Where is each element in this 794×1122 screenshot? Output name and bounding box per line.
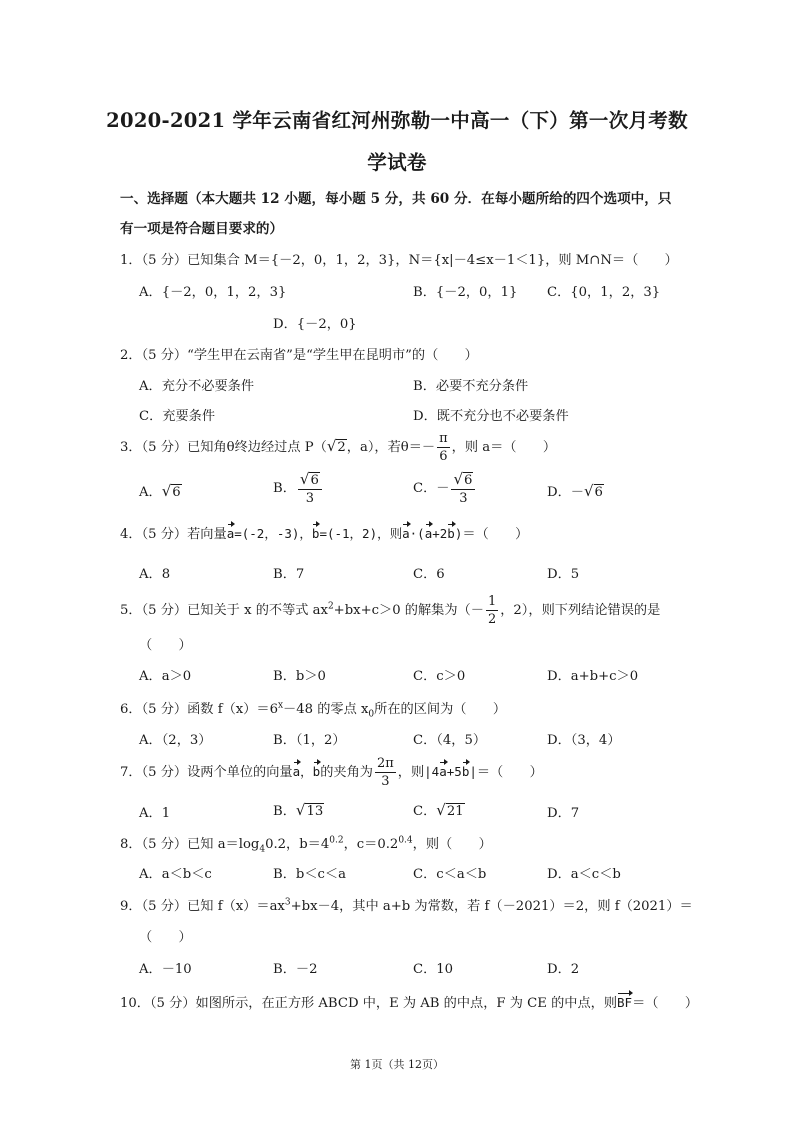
question-6-stem-b: －48 的零点 x <box>283 702 369 717</box>
question-9-stem <box>120 895 693 914</box>
question-6-option-a: A．（2，3） <box>139 733 212 748</box>
question-10-stem-b: ＝（ ） <box>632 996 699 1011</box>
question-5-option-c: C．c＞0 <box>413 669 466 684</box>
subscript-0: 0 <box>368 709 375 720</box>
subscript-4: 4 <box>259 844 266 855</box>
vector-a: a <box>402 526 410 541</box>
plus-2: +2 <box>432 526 448 541</box>
comma: ， <box>300 764 313 779</box>
question-2-option-d: D．既不充分也不必要条件 <box>413 409 569 424</box>
question-3-stem-a: 3．（5 分）已知角θ终边经过点 P（ <box>120 440 327 455</box>
exam-title-line2: 学试卷 <box>367 151 427 174</box>
question-5-stem-c: ，2），则下列结论错误的是 <box>500 603 661 618</box>
vector-b-value: =(-1，2)，则 <box>319 526 403 541</box>
denominator-2: 2 <box>487 612 497 627</box>
question-6-option-d: D．（3，4） <box>547 733 621 748</box>
option-a-label: A． <box>139 485 162 500</box>
exam-title-line1: 2020-2021 学年云南省红河州弥勒一中高一（下）第一次月考数 <box>106 109 688 132</box>
question-3-stem-c: ，则 a＝（ ） <box>451 440 557 455</box>
radicand-2: 2 <box>337 440 346 455</box>
vector-a: a <box>424 526 433 541</box>
plus-5: +5 <box>446 764 462 779</box>
question-4-option-b: B．7 <box>273 567 305 582</box>
question-9-option-c: C．10 <box>413 962 454 977</box>
question-7-stem-d: ＝（ ） <box>476 765 543 780</box>
vector-a: a <box>226 526 235 541</box>
fraction-pi-over-6 <box>437 432 450 463</box>
question-9-option-b: B．－2 <box>273 962 318 977</box>
radicand-6: 6 <box>464 473 473 488</box>
sqrt-21: √21 <box>436 801 464 819</box>
question-9-option-a: A．－10 <box>139 962 192 977</box>
question-7-stem-b: 的夹角为 <box>320 765 373 780</box>
question-9-stem-cont: （ ） <box>139 930 192 945</box>
question-6-stem <box>120 698 506 720</box>
question-3-option-a <box>139 481 182 500</box>
question-4-stem-c: ＝（ ） <box>462 527 529 542</box>
question-3-option-b <box>273 472 324 505</box>
question-3-stem <box>120 432 556 463</box>
question-8-stem-c: ，c＝0.2 <box>343 837 399 852</box>
option-b-label: B． <box>273 481 296 497</box>
question-5-stem-cont: （ ） <box>139 638 192 653</box>
question-4-option-d: D．5 <box>547 567 580 582</box>
question-7-option-d: D．7 <box>547 806 580 821</box>
exponent-x: x <box>277 700 284 711</box>
vector-b: b <box>312 764 321 779</box>
exponent-0-2: 0.2 <box>329 835 344 846</box>
dot-op: ·( <box>409 526 425 541</box>
question-4-stem <box>120 523 528 542</box>
sqrt-13: √13 <box>295 801 324 819</box>
denominator-3: 3 <box>459 491 468 507</box>
vector-b: b <box>447 526 455 541</box>
question-2-option-a: A．充分不必要条件 <box>139 379 255 394</box>
question-8-option-d: D．a＜c＜b <box>547 867 621 882</box>
question-5-stem-a: 5．（5 分）已知关于 x 的不等式 ax <box>120 603 328 618</box>
question-2-stem: 2．（5 分）“学生甲在云南省”是“学生甲在昆明市”的（ ） <box>120 348 478 363</box>
sqrt-6: √6 <box>583 482 603 500</box>
radicand-6: 6 <box>310 473 319 488</box>
question-9-option-d: D．2 <box>547 962 580 977</box>
question-4-stem-a: 4．（5 分）若向量 <box>120 527 227 542</box>
question-9-stem-b: +bx－4，其中 a+b 为常数，若 f（－2021）＝2，则 f（2021）＝ <box>290 899 693 914</box>
question-5-option-b: B．b＞0 <box>273 669 326 684</box>
fraction-sqrt6-over-3: $\frac{√6}{3}$ <box>451 472 475 505</box>
vector-b: b <box>461 764 470 779</box>
question-6-option-b: B．（1，2） <box>273 733 346 748</box>
fraction-2pi-over-3 <box>375 757 396 788</box>
exponent-2: 2 <box>327 601 334 612</box>
question-6-stem-c: 所在的区间为（ ） <box>374 702 507 717</box>
denominator-3: 3 <box>381 774 390 789</box>
question-5-stem-b: +bx+c＞0 的解集为（－ <box>333 603 484 618</box>
question-3-option-c <box>413 472 477 505</box>
vector-a: a <box>292 764 301 779</box>
question-8-option-c: C．c＜a＜b <box>413 867 487 882</box>
question-7-stem-a: 7．（5 分）设两个单位的向量 <box>120 765 293 780</box>
question-5-option-d: D．a+b+c＞0 <box>547 669 639 684</box>
question-8-stem <box>120 833 492 855</box>
exponent-0-4: 0.4 <box>398 835 413 846</box>
sqrt-6: √6 <box>161 482 181 500</box>
question-1-option-a: A．{－2，0，1，2，3} <box>139 285 287 300</box>
question-4-option-c: C．6 <box>413 567 445 582</box>
question-3-option-d <box>547 481 604 500</box>
radicand-13: 13 <box>306 804 324 819</box>
option-d-label: D．－ <box>547 485 584 500</box>
question-8-stem-d: ，则（ ） <box>412 837 492 852</box>
vector-a: a <box>439 764 447 779</box>
question-10-stem-a: 10．（5 分）如图所示，在正方形 ABCD 中，E 为 AB 的中点，F 为 CE 的中点，则 <box>120 996 618 1011</box>
question-2-option-b: B．必要不充分条件 <box>413 379 529 394</box>
abs-close: | <box>469 764 477 779</box>
question-1-option-b: B．{－2，0，1} <box>413 285 518 300</box>
question-5-stem <box>120 595 660 626</box>
radicand-21: 21 <box>446 804 464 819</box>
radicand-6: 6 <box>172 485 181 500</box>
question-7-option-a: A．1 <box>139 806 171 821</box>
question-1-option-c: C．{0，1，2，3} <box>547 285 661 300</box>
vector-b: b <box>311 526 320 541</box>
question-7-option-b <box>273 800 324 819</box>
vector-bf: BF <box>617 995 633 1010</box>
question-1-stem: 1．（5 分）已知集合 M＝{－2，0，1，2，3}，N＝{x|－4≤x－1＜1}，则 M∩N＝（ ） <box>120 253 678 268</box>
sqrt-2: √2 <box>326 437 346 455</box>
option-c-label: C． <box>413 804 437 819</box>
question-4-option-a: A．8 <box>139 567 171 582</box>
question-5-option-a: A．a＞0 <box>139 669 192 684</box>
question-1-option-d: D．{－2，0} <box>273 317 357 332</box>
section-heading: 一、选择题（本大题共 12 小题，每小题 5 分，共 60 分．在每小题所给的四个选项中，只 <box>120 191 672 207</box>
question-9-stem-a: 9．（5 分）已知 f（x）＝ax <box>120 899 285 914</box>
question-8-stem-b: 0.2，b＝4 <box>265 837 330 852</box>
question-6-option-c: C．（4，5） <box>413 733 487 748</box>
vector-a-value: =(-2，-3)， <box>234 526 312 541</box>
question-2-option-c: C．充要条件 <box>139 409 216 424</box>
option-c-label: C．－ <box>413 481 450 497</box>
fraction-sqrt6-over-3: $\frac{√6}{3}$ <box>298 472 322 505</box>
page-footer: 第 1页（共 12页） <box>350 1058 444 1071</box>
abs-open: |4 <box>424 764 440 779</box>
denominator-6: 6 <box>439 449 448 464</box>
question-10-stem <box>120 992 698 1011</box>
exponent-3: 3 <box>284 897 291 908</box>
numerator-1: 1 <box>487 594 497 609</box>
numerator-2pi: 2π <box>376 756 394 771</box>
fraction-1-over-2 <box>486 595 498 626</box>
question-8-stem-a: 8．（5 分）已知 a＝log <box>120 837 260 852</box>
question-8-option-b: B．b＜c＜a <box>273 867 346 882</box>
question-7-option-c <box>413 800 465 819</box>
close-paren: ) <box>454 526 463 541</box>
numerator-pi: π <box>439 431 448 446</box>
radicand-6: 6 <box>594 485 603 500</box>
denominator-3: 3 <box>305 491 314 507</box>
option-b-label: B． <box>273 804 296 819</box>
question-6-stem-a: 6．（5 分）函数 f（x）＝6 <box>120 702 278 717</box>
question-8-option-a: A．a＜b＜c <box>139 867 212 882</box>
question-3-stem-b: ，a），若θ＝－ <box>346 440 436 455</box>
section-heading-cont: 有一项是符合题目要求的） <box>120 221 284 237</box>
question-7-stem-c: ，则 <box>397 765 425 780</box>
question-7-stem <box>120 757 543 788</box>
